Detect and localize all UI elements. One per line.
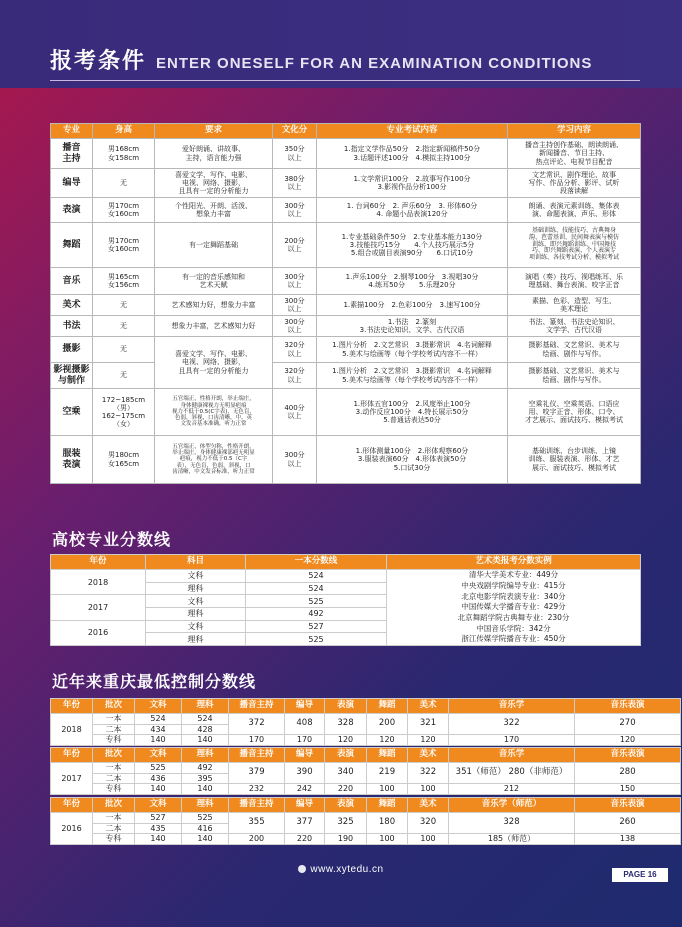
control-column-header: 舞蹈 (367, 798, 408, 813)
art-score-cell: 328 (449, 813, 575, 834)
exam-content-cell: 1.形体五官100分 2.风度举止100分 3.动作反应100分 4.特长展示50分 5.普通话表达50分 (317, 389, 508, 436)
exam-content-cell: 1.图片分析 2.文艺常识 3.摄影常识 4.名词解释 5.美术与绘画等（每个学校考试内容不一样） (317, 337, 508, 363)
first-tier-line-cell: 525 (246, 595, 387, 608)
conditions-row (51, 436, 641, 484)
first-tier-line-cell: 524 (246, 582, 387, 595)
batch-cell: 一本 (93, 763, 135, 774)
conditions-header-row (51, 124, 641, 139)
art-score-cell: 232 (229, 784, 285, 795)
science-cell: 395 (182, 773, 229, 784)
control-column-header: 音乐表演 (575, 699, 681, 714)
study-content-cell: 演唱（奏）技巧、视唱练耳、乐 理基础、舞台表演、咬字正音 (508, 268, 641, 295)
requirement-cell: 艺术感知力好，想象力丰富 (155, 295, 273, 316)
requirement-cell: 五官端正，体型匀称，性格开朗， 举止端庄，身体健康裸部疤无明显 疤痕，视力不低于0.5（C字 表），无色盲，色弱，斜视，口 齿清晰，中文发音标准，听力正常 (155, 436, 273, 484)
control-column-header: 播音主持 (229, 748, 285, 763)
control-column-header: 文科 (135, 699, 182, 714)
control-column-header: 批次 (93, 748, 135, 763)
control-column-header: 美术 (408, 798, 449, 813)
conditions-row (51, 223, 641, 268)
science-cell: 428 (182, 724, 229, 735)
art-score-cell: 270 (575, 714, 681, 735)
control-column-header: 美术 (408, 699, 449, 714)
liberal-arts-cell: 140 (135, 784, 182, 795)
major-cell: 摄影 (51, 337, 93, 363)
control-column-header: 播音主持 (229, 798, 285, 813)
art-score-cell: 100 (408, 834, 449, 845)
art-score-cell: 379 (229, 763, 285, 784)
control-column-header: 舞蹈 (367, 699, 408, 714)
art-score-cell: 321 (408, 714, 449, 735)
footer-url (0, 864, 682, 875)
requirement-cell: 喜爱文学、写作、电影、 电视、网络、摄影， 且具有一定的分析能力 (155, 337, 273, 389)
exam-content-cell: 1.指定文学作品50分 2.指定新闻稿件50分 3.话题评述100分 4.模拟主持100分 (317, 139, 508, 169)
exam-content-cell: 1.素描100分 2.色彩100分 3.速写100分 (317, 295, 508, 316)
conditions-row (51, 198, 641, 223)
study-content-cell: 基础训练、台步训练、上镜 训练、服装表演、形体、才艺 展示、面试技巧、模拟考试 (508, 436, 641, 484)
art-score-cell: 320 (408, 813, 449, 834)
year-cell: 2018 (51, 570, 146, 595)
control-column-header: 音乐学 (449, 699, 575, 714)
culture-score-cell: 320分 以上 (273, 363, 317, 389)
first-tier-line-cell: 525 (246, 633, 387, 646)
example-item: 中国传媒大学播音专业：429分 (461, 602, 566, 612)
year-cell: 2017 (51, 595, 146, 620)
control-column-header: 音乐学（师范） (449, 798, 575, 813)
requirement-cell: 喜爱文学、写作、电影、 电视、网络、摄影， 且具有一定的分析能力 (155, 169, 273, 198)
art-score-cell: 328 (325, 714, 367, 735)
conditions-row (51, 389, 641, 436)
examples-cell (387, 570, 641, 646)
art-score-cell: 372 (229, 714, 285, 735)
height-cell: 无 (93, 169, 155, 198)
control-column-header: 文科 (135, 748, 182, 763)
liberal-arts-cell: 140 (135, 735, 182, 746)
art-score-cell: 138 (575, 834, 681, 845)
study-content-cell: 空乘礼仪、空乘英语、口语应 用、咬字正音、形体、口令、 才艺展示、面试技巧、模拟考试 (508, 389, 641, 436)
conditions-column-header: 身高 (93, 124, 155, 139)
art-score-cell: 120 (325, 735, 367, 746)
control-column-header: 表演 (325, 699, 367, 714)
conditions-column-header: 专业 (51, 124, 93, 139)
control-column-header: 编导 (285, 748, 325, 763)
major-cell: 舞蹈 (51, 223, 93, 268)
control-row (51, 714, 681, 725)
scores-column-header: 艺术类报考分数实例 (387, 555, 641, 570)
art-score-cell: 260 (575, 813, 681, 834)
science-cell: 525 (182, 813, 229, 824)
study-content-cell: 摄影基础、文艺常识、美术与 绘画、剧作与写作。 (508, 337, 641, 363)
page-header (50, 44, 592, 74)
year-cell: 2018 (51, 714, 93, 746)
art-score-cell: 212 (449, 784, 575, 795)
control-header-row (51, 798, 681, 813)
control-row (51, 763, 681, 774)
footer-url-text[interactable]: www.xytedu.cn (310, 864, 384, 875)
science-cell: 524 (182, 714, 229, 725)
study-content-cell: 素描、色彩、造型、写生、 美术理论 (508, 295, 641, 316)
scores-header-row (51, 555, 641, 570)
study-content-cell: 朗诵、表演元素训练、集体表 演、命题表演、声乐、形体 (508, 198, 641, 223)
major-cell: 表演 (51, 198, 93, 223)
control-table-2016 (50, 797, 681, 845)
art-score-cell: 377 (285, 813, 325, 834)
page-title-english: ENTER ONESELF FOR AN EXAMINATION CONDITIONS (156, 55, 593, 72)
liberal-arts-cell: 434 (135, 724, 182, 735)
exam-content-cell: 1.书法 2.篆刻 3.书法史论知识、文学、古代汉语 (317, 316, 508, 337)
control-column-header: 文科 (135, 798, 182, 813)
art-score-cell: 351（师范） 280（非师范） (449, 763, 575, 784)
batch-cell: 专科 (93, 784, 135, 795)
major-cell: 播音 主持 (51, 139, 93, 169)
art-score-cell: 120 (408, 735, 449, 746)
exam-content-cell: 1.文学常识100分 2.故事写作100分 3.影视作品分析100分 (317, 169, 508, 198)
liberal-arts-cell: 527 (135, 813, 182, 824)
control-header-row (51, 748, 681, 763)
art-score-cell: 100 (408, 784, 449, 795)
art-score-cell: 100 (367, 834, 408, 845)
year-cell: 2016 (51, 620, 146, 645)
height-cell: 男165cm 女156cm (93, 268, 155, 295)
requirement-cell: 有一定的音乐感知和 艺术天赋 (155, 268, 273, 295)
conditions-row (51, 268, 641, 295)
major-cell: 影视摄影 与制作 (51, 363, 93, 389)
exam-content-cell: 1.声乐100分 2.钢琴100分 3.视唱30分 4.练耳50分 5.乐理20分 (317, 268, 508, 295)
culture-score-cell: 300分 以上 (273, 268, 317, 295)
control-column-header: 音乐表演 (575, 798, 681, 813)
study-content-cell: 文艺常识、剧作理论、故事 写作、作品分析、影评、试听 段落读解 (508, 169, 641, 198)
science-cell: 140 (182, 735, 229, 746)
control-column-header: 美术 (408, 748, 449, 763)
major-cell: 空乘 (51, 389, 93, 436)
control-row (51, 813, 681, 824)
art-score-cell: 280 (575, 763, 681, 784)
control-column-header: 理科 (182, 699, 229, 714)
art-score-cell: 219 (367, 763, 408, 784)
example-item: 北京舞蹈学院古典舞专业：230分 (457, 612, 570, 622)
control-column-header: 舞蹈 (367, 748, 408, 763)
culture-score-cell: 380分 以上 (273, 169, 317, 198)
subject-cell: 文科 (146, 595, 246, 608)
scores-row (51, 570, 641, 583)
example-item: 清华大学美术专业：449分 (468, 570, 559, 580)
study-content-cell: 书法、篆刻、书法史论知识、 文学学、古代汉语 (508, 316, 641, 337)
culture-score-cell: 320分 以上 (273, 337, 317, 363)
major-cell: 服装 表演 (51, 436, 93, 484)
subject-cell: 理科 (146, 582, 246, 595)
control-column-header: 播音主持 (229, 699, 285, 714)
first-tier-line-cell: 492 (246, 608, 387, 621)
exam-content-cell: 1.形体测量100分 2.形体观察60分 3.服装表演60分 4.形体表演50分 5.口试30分 (317, 436, 508, 484)
conditions-row (51, 295, 641, 316)
art-score-cell: 242 (285, 784, 325, 795)
art-score-cell: 190 (325, 834, 367, 845)
control-column-header: 年份 (51, 748, 93, 763)
liberal-arts-cell: 435 (135, 823, 182, 834)
control-column-header: 年份 (51, 699, 93, 714)
art-score-cell: 200 (229, 834, 285, 845)
batch-cell: 专科 (93, 735, 135, 746)
art-score-cell: 322 (408, 763, 449, 784)
page-title: 报考条件 (50, 49, 147, 74)
art-score-cell: 170 (285, 735, 325, 746)
art-score-cell: 355 (229, 813, 285, 834)
culture-score-cell: 300分 以上 (273, 316, 317, 337)
globe-icon (298, 865, 306, 873)
batch-cell: 专科 (93, 834, 135, 845)
batch-cell: 二本 (93, 773, 135, 784)
art-score-cell: 325 (325, 813, 367, 834)
conditions-row (51, 337, 641, 363)
subject-cell: 理科 (146, 608, 246, 621)
height-cell: 无 (93, 295, 155, 316)
requirement-cell: 个性阳光、开朗、活泼、 想象力丰富 (155, 198, 273, 223)
control-column-header: 表演 (325, 798, 367, 813)
subject-cell: 文科 (146, 620, 246, 633)
page-number: PAGE 16 (612, 868, 668, 882)
art-score-cell: 220 (325, 784, 367, 795)
major-cell: 音乐 (51, 268, 93, 295)
exam-content-cell: 1.图片分析 2.文艺常识 3.摄影常识 4.名词解释 5.美术与绘画等（每个学校考试内容不一样） (317, 363, 508, 389)
culture-score-cell: 300分 以上 (273, 436, 317, 484)
culture-score-cell: 400分 以上 (273, 389, 317, 436)
subject-cell: 理科 (146, 633, 246, 646)
requirement-cell: 爱好朗诵、讲故事、 主持，语言能力强 (155, 139, 273, 169)
science-cell: 416 (182, 823, 229, 834)
conditions-column-header: 要求 (155, 124, 273, 139)
control-column-header: 批次 (93, 798, 135, 813)
control-column-header: 批次 (93, 699, 135, 714)
art-score-cell: 100 (367, 784, 408, 795)
first-tier-line-cell: 524 (246, 570, 387, 583)
conditions-column-header: 文化分 (273, 124, 317, 139)
science-cell: 140 (182, 784, 229, 795)
art-score-cell: 408 (285, 714, 325, 735)
major-cell: 编导 (51, 169, 93, 198)
exam-content-cell: 1.专业基础条件50分 2.专业基本能力130分 3.技能技巧15分 4.个人技巧展示5分 5.组合或剧目表演90分 6.口试10分 (317, 223, 508, 268)
liberal-arts-cell: 436 (135, 773, 182, 784)
control-row (51, 784, 681, 795)
art-score-cell: 170 (229, 735, 285, 746)
year-cell: 2017 (51, 763, 93, 795)
art-score-cell: 120 (575, 735, 681, 746)
art-score-cell: 340 (325, 763, 367, 784)
study-content-cell: 摄影基础、文艺常识、美术与 绘画、剧作与写作。 (508, 363, 641, 389)
header-divider (50, 80, 640, 81)
scores-section-title: 高校专业分数线 (52, 530, 172, 549)
art-score-cell: 170 (449, 735, 575, 746)
conditions-column-header: 专业考试内容 (317, 124, 508, 139)
conditions-column-header: 学习内容 (508, 124, 641, 139)
control-header-row (51, 699, 681, 714)
example-item: 中国音乐学院：342分 (476, 623, 551, 633)
art-score-cell: 200 (367, 714, 408, 735)
major-cell: 美术 (51, 295, 93, 316)
height-cell: 男180cm 女165cm (93, 436, 155, 484)
conditions-row (51, 363, 641, 389)
art-score-cell: 322 (449, 714, 575, 735)
art-score-cell: 180 (367, 813, 408, 834)
height-cell: 172~185cm （男） 162~175cm （女） (93, 389, 155, 436)
control-table-2018 (50, 698, 681, 746)
study-content-cell: 播音主持创作基础、朗读朗诵、 新闻播音、节目主持、 热点评论、电视节目配音 (508, 139, 641, 169)
batch-cell: 一本 (93, 813, 135, 824)
major-cell: 书法 (51, 316, 93, 337)
control-column-header: 音乐学 (449, 748, 575, 763)
exam-content-cell: 1. 台词60分 2. 声乐60分 3. 形体60分 4. 命题小品表演120分 (317, 198, 508, 223)
height-cell: 男170cm 女160cm (93, 198, 155, 223)
control-column-header: 理科 (182, 748, 229, 763)
subject-cell: 文科 (146, 570, 246, 583)
art-score-cell: 220 (285, 834, 325, 845)
liberal-arts-cell: 524 (135, 714, 182, 725)
art-score-cell: 390 (285, 763, 325, 784)
art-score-cell: 150 (575, 784, 681, 795)
culture-score-cell: 300分 以上 (273, 295, 317, 316)
conditions-row (51, 316, 641, 337)
scores-column-header: 科目 (146, 555, 246, 570)
requirement-cell: 五官端正，性格开朗，举止端庄， 身体健康裸视力无明显疤痕 视力不低于0.5(C字表)，无色盲， 色弱，斜视，口齿清晰，中、英 文发音基本准确，听力正常 (155, 389, 273, 436)
culture-score-cell: 200分 以上 (273, 223, 317, 268)
science-cell: 492 (182, 763, 229, 774)
liberal-arts-cell: 140 (135, 834, 182, 845)
control-row (51, 834, 681, 845)
culture-score-cell: 300分 以上 (273, 198, 317, 223)
first-tier-line-cell: 527 (246, 620, 387, 633)
height-cell: 男168cm 女158cm (93, 139, 155, 169)
conditions-row (51, 169, 641, 198)
control-column-header: 音乐表演 (575, 748, 681, 763)
control-column-header: 年份 (51, 798, 93, 813)
example-item: 浙江传媒学院播音专业：450分 (461, 634, 566, 644)
art-score-cell: 120 (367, 735, 408, 746)
control-table-2017 (50, 747, 681, 795)
culture-score-cell: 350分 以上 (273, 139, 317, 169)
batch-cell: 二本 (93, 823, 135, 834)
scores-table (50, 554, 641, 646)
control-section-title: 近年来重庆最低控制分数线 (52, 672, 257, 691)
control-row (51, 735, 681, 746)
requirement-cell: 想象力丰富，艺术感知力好 (155, 316, 273, 337)
requirement-cell: 有一定舞蹈基础 (155, 223, 273, 268)
control-column-header: 编导 (285, 699, 325, 714)
height-cell: 无 (93, 363, 155, 389)
height-cell: 无 (93, 316, 155, 337)
art-score-cell: 185（师范） (449, 834, 575, 845)
control-column-header: 编导 (285, 798, 325, 813)
batch-cell: 二本 (93, 724, 135, 735)
control-column-header: 表演 (325, 748, 367, 763)
liberal-arts-cell: 525 (135, 763, 182, 774)
height-cell: 男170cm 女160cm (93, 223, 155, 268)
scores-column-header: 一本分数线 (246, 555, 387, 570)
study-content-cell: 基础训练、技能技巧、古典舞身 韵、芭蕾基训、民间舞表演与模仿 训练、即兴舞蹈训练、中国舞技 巧、即兴舞蹈表演、个人表演专 项训练、各技考试分析、模拟考试 (508, 223, 641, 268)
year-cell: 2016 (51, 813, 93, 845)
science-cell: 140 (182, 834, 229, 845)
conditions-table (50, 123, 641, 484)
batch-cell: 一本 (93, 714, 135, 725)
control-column-header: 理科 (182, 798, 229, 813)
example-item: 北京电影学院表演专业：340分 (461, 591, 566, 601)
scores-column-header: 年份 (51, 555, 146, 570)
example-item: 中央戏剧学院编导专业：415分 (461, 580, 566, 590)
height-cell: 无 (93, 337, 155, 363)
conditions-row (51, 139, 641, 169)
